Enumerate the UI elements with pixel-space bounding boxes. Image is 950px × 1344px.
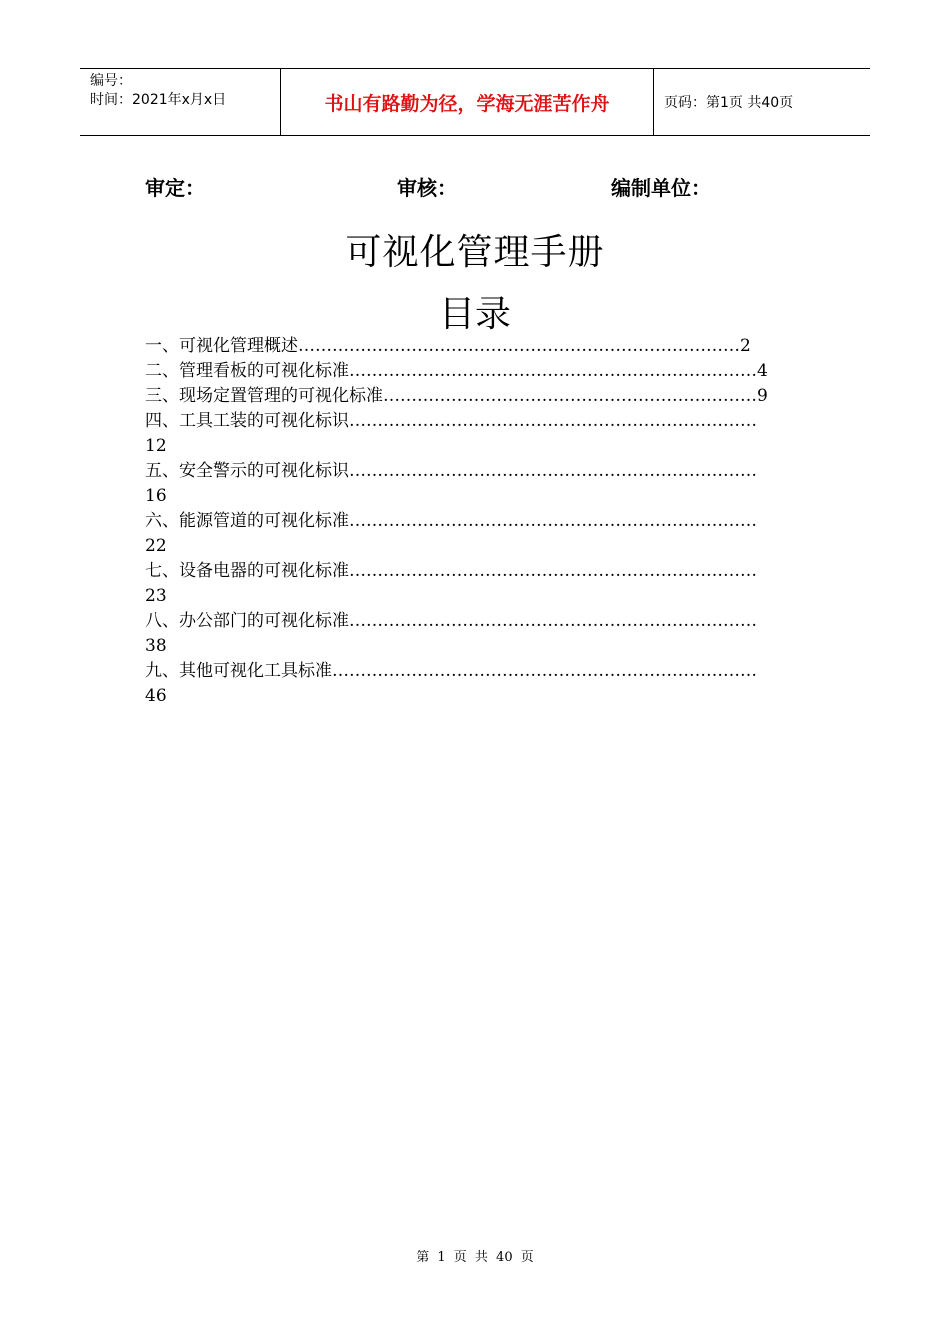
toc-line[interactable]: 三、现场定置管理的可视化标准…………………………………………………………9 — [145, 386, 768, 406]
table-of-contents — [145, 334, 810, 709]
page-info: 页码：第1页 共40页 — [664, 95, 794, 111]
toc-line[interactable]: 八、办公部门的可视化标准……………………………………………………………… — [145, 611, 757, 631]
toc-line[interactable]: 一、可视化管理概述……………………………………………………………………2 — [145, 336, 751, 356]
toc-line[interactable]: 五、安全警示的可视化标识……………………………………………………………… — [145, 461, 757, 481]
toc-line[interactable]: 六、能源管道的可视化标准……………………………………………………………… — [145, 511, 757, 531]
motto: 书山有路勤为径，学海无涯苦作舟 — [281, 69, 654, 135]
number-label: 编号： — [90, 73, 132, 89]
toc-line[interactable]: 四、工具工装的可视化标识……………………………………………………………… — [145, 411, 757, 431]
toc-line[interactable]: 九、其他可视化工具标准………………………………………………………………… — [145, 661, 757, 681]
toc-page-number[interactable]: 16 — [145, 486, 167, 506]
unit-label: 编制单位： — [611, 176, 711, 200]
toc-page-number[interactable]: 23 — [145, 586, 167, 606]
approval-row — [145, 172, 805, 202]
header-table — [80, 68, 870, 136]
document-title: 可视化管理手册 — [345, 232, 605, 273]
toc-page-number[interactable]: 12 — [145, 436, 167, 456]
review-label: 审核： — [397, 176, 457, 200]
toc-page-number[interactable]: 46 — [145, 686, 167, 706]
header-left-cell — [80, 69, 281, 135]
toc-page-number[interactable]: 22 — [145, 536, 167, 556]
approve-label: 审定： — [145, 176, 205, 200]
toc-title: 目录 — [438, 294, 511, 335]
time-label: 时间：2021年x月x日 — [90, 92, 227, 108]
toc-page-number[interactable]: 38 — [145, 636, 167, 656]
toc-line[interactable]: 七、设备电器的可视化标准……………………………………………………………… — [145, 561, 757, 581]
page-footer: 第 1 页 共 40 页 — [416, 1250, 534, 1265]
toc-line[interactable]: 二、管理看板的可视化标准………………………………………………………………4 — [145, 361, 768, 381]
